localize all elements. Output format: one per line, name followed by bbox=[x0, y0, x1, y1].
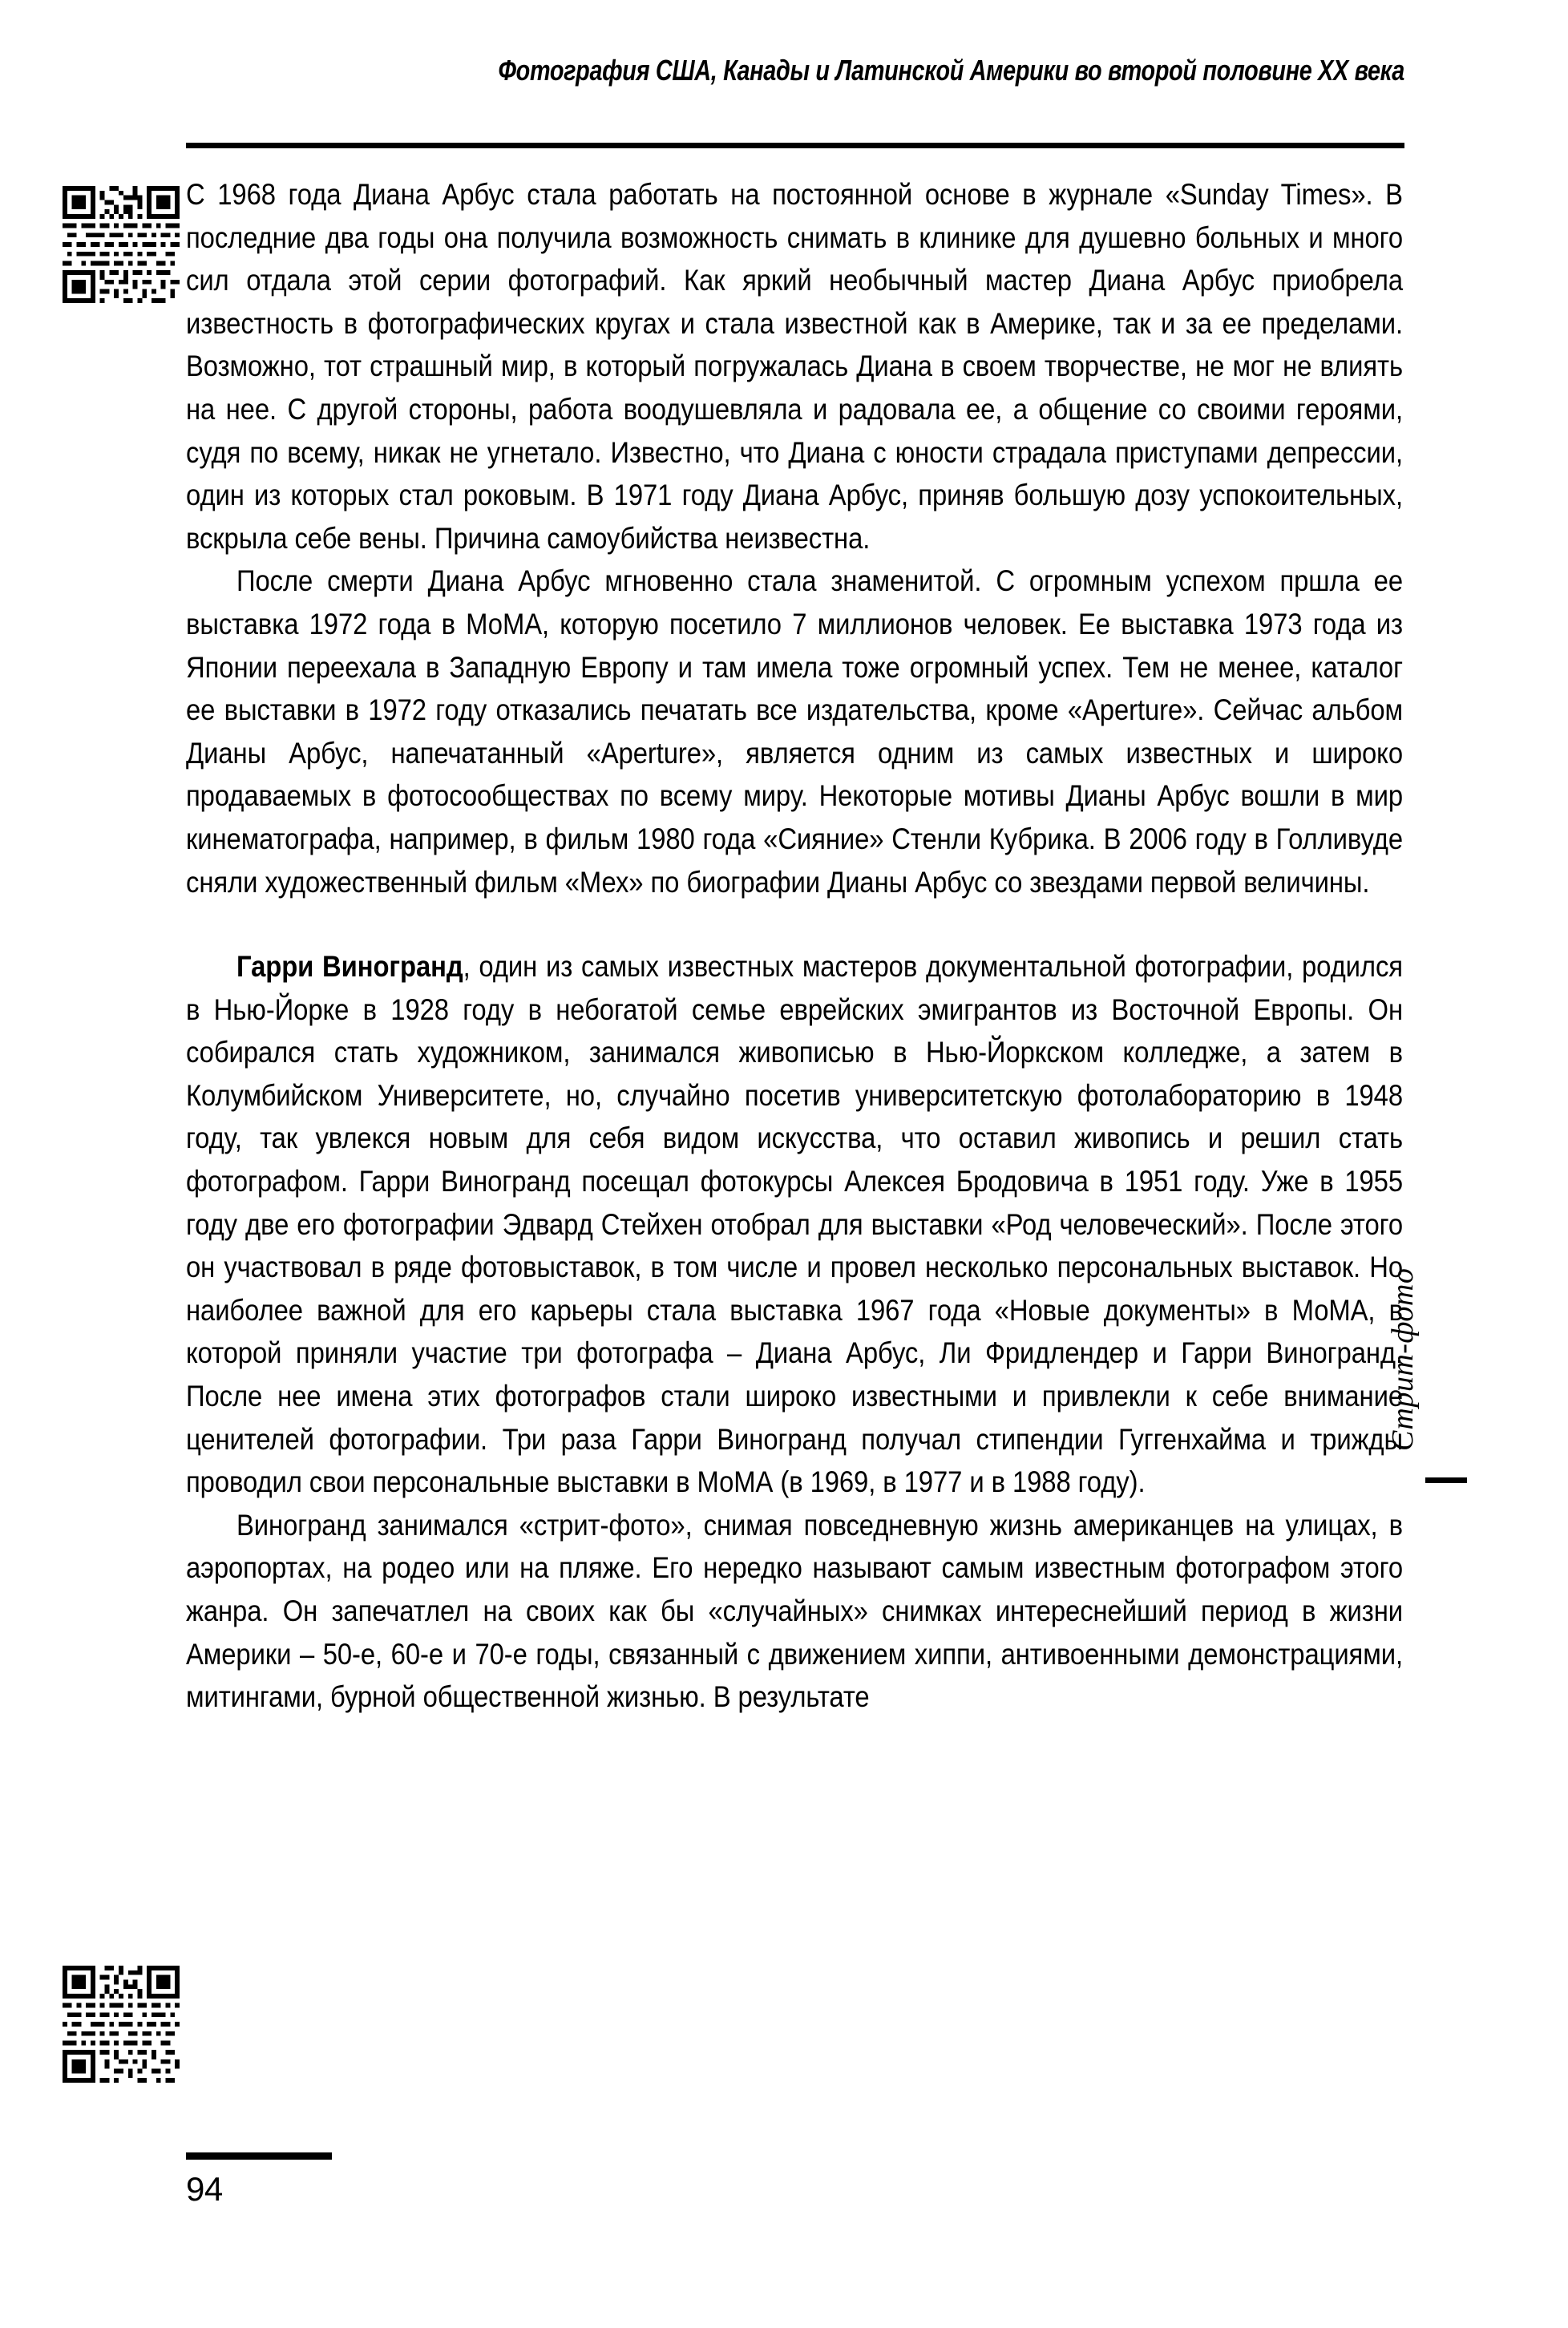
qr-code-icon bbox=[63, 186, 180, 303]
side-margin-rule bbox=[1425, 1477, 1467, 1483]
side-margin-running-title bbox=[1386, 1146, 1472, 1483]
side-margin-label: Стрит-фото bbox=[1386, 1267, 1420, 1451]
running-head-title: Фотография США, Канады и Латинской Америки во второй половине XX века bbox=[498, 54, 1405, 87]
paragraph-winogrand-street-photo: Виногранд занимался «стрит-фото», снимая повседневную жизнь американцев на улицах, в аэропортах, на родео или на пляже. Его нередко называют самым известным фотографом этого жанра. Он запечатлел на своих как бы «случайных» снимках интереснейший период в жизни Америки – 50-е, 60-е и 70-е годы, связанный с движением хиппи, антивоенными демонстрациями, митингами, бурной общественной жизнью. В результате bbox=[186, 1507, 1403, 1714]
paragraph-winogrand-bio bbox=[186, 945, 1403, 1504]
footer-rule bbox=[186, 2152, 332, 2160]
paragraph-arbus-legacy: После смерти Диана Арбус мгновенно стала знаменитой. С огромным успехом пршла ее выставка 1972 года в МоМА, которую посетило 7 миллионов человек. Ее выставка 1973 года из Японии переехала в Западную Европу и там имела тоже огромный успех. Тем не менее, каталог ее выставки в 1972 году отказались печатать все издательства, кроме «Aperture». Сейчас альбом Дианы Арбус, напечатанный «Aperture», является одним из самых известных и широко продаваемых в фотосообществах по всему миру. Некоторые мотивы Дианы Арбус вошли в мир кинематографа, например, в фильм 1980 года «Сияние» Стенли Кубрика. В 2006 году в Голливуде сняли художественный фильм «Мех» по биографии Дианы Арбус со звездами первой величины. bbox=[186, 564, 1403, 899]
page-number: 94 bbox=[186, 2170, 223, 2208]
lead-in-name: Гарри Виногранд bbox=[236, 949, 463, 984]
header-rule bbox=[186, 143, 1404, 148]
body-text-column bbox=[186, 173, 1403, 1719]
paragraph-spacer bbox=[186, 903, 1403, 945]
qr-code-icon bbox=[63, 1966, 180, 2083]
paragraph-winogrand-bio-text: , один из самых известных мастеров документальной фотографии, родился в Нью-Йорке в 1928 году в небогатой семье еврейских эмигрантов из Восточной Европы. Он собирался стать художником, занимался живописью в Нью-Йоркском колледже, а затем в Колумбийском Университете, но, случайно посетив университетскую фотолабораторию в 1948 году, так увлекся новым для себя видом искусства, что оставил живопись и решил стать фотографом. Гарри Виногранд посещал фотокурсы Алексея Бродовича в 1951 году. Уже в 1955 году две его фотографии Эдвард Стейхен отобрал для выставки «Род человеческий». После этого он участвовал в ряде фотовыставок, в том числе и провел несколько персональных выставок. Но наиболее важной для его карьеры стала выставка 1967 года «Новые документы» в МоМА, в которой приняли участие три фотографа – Диана Арбус, Ли Фридлендер и Гарри Виногранд. После нее имена этих фотографов стали широко известными и привлекли к себе внимание ценителей фотографии. Три раза Гарри Виногранд получал стипендии Гуггенхайма и трижды проводил свои персональные выставки в МоМА (в 1969, в 1977 и в 1988 году). bbox=[186, 949, 1403, 1499]
paragraph-arbus-career: С 1968 года Диана Арбус стала работать на постоянной основе в журнале «Sunday Times». В последние два годы она получила возможность снимать в клинике для душевно больных и много сил отдала этой серии фотографий. Как яркий необычный мастер Диана Арбус приобрела известность в фотографических кругах и стала известной как в Америке, так и за ее пределами. Возможно, тот страшный мир, в который погружалась Диана в своем творчестве, не мог не влиять на нее. С другой стороны, работа воодушевляла и радовала ее, а общение со своими героями, судя по всему, никак не угнетало. Известно, что Диана с юности страдала приступами депрессии, один из которых стал роковым. В 1971 году Диана Арбус, приняв большую дозу успокоительных, вскрыла себе вены. Причина самоубийства неизвестна. bbox=[186, 177, 1403, 555]
